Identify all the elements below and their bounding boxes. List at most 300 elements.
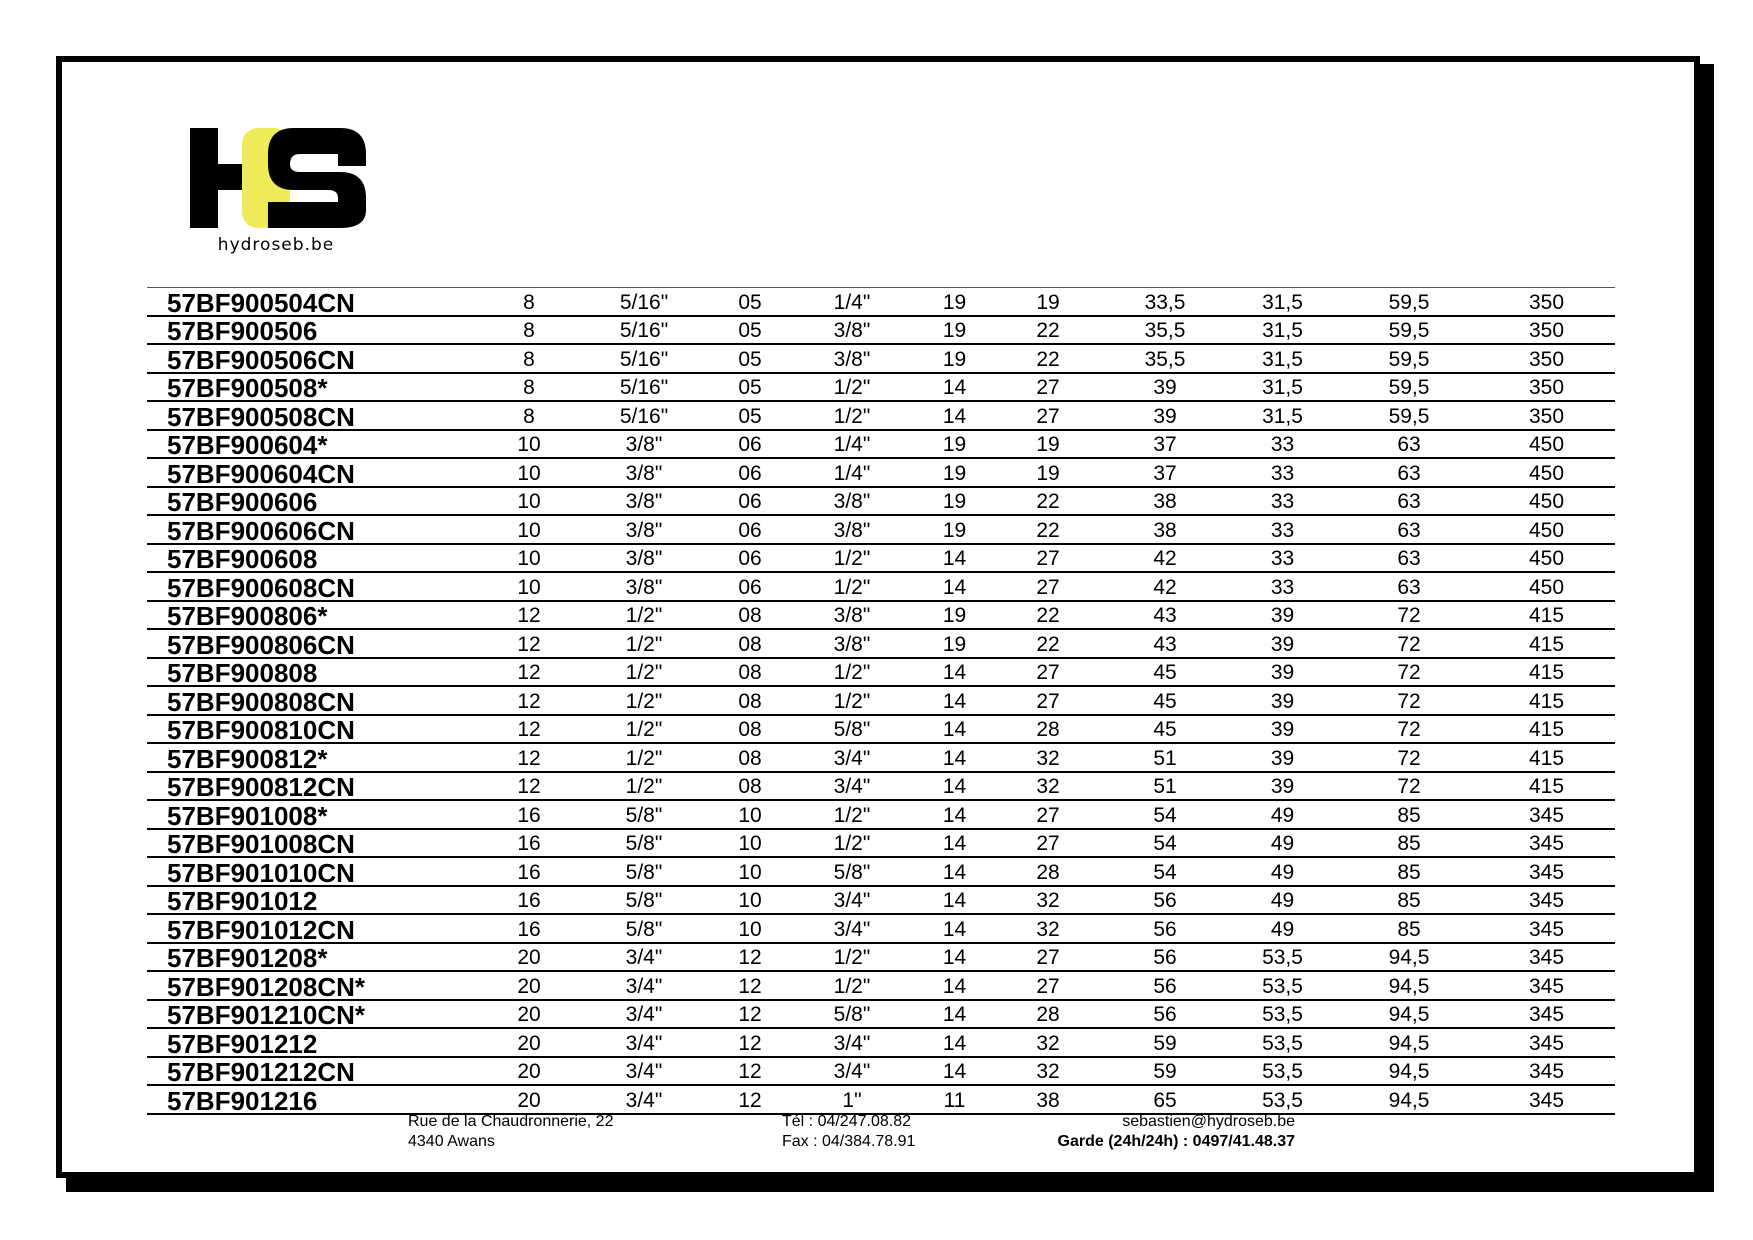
part-number-cell: 57BF901012CN [147, 914, 484, 943]
table-cell: 49 [1225, 829, 1340, 858]
table-cell: 450 [1478, 572, 1615, 601]
table-row [147, 943, 1615, 972]
table-cell: 20 [484, 1000, 574, 1029]
table-row [147, 515, 1615, 544]
part-number-cell: 57BF901208CN* [147, 971, 484, 1000]
table-cell: 85 [1340, 800, 1478, 829]
table-cell: 1/2" [786, 971, 918, 1000]
table-cell: 14 [918, 1000, 991, 1029]
table-cell: 56 [1105, 971, 1225, 1000]
table-cell: 32 [991, 1028, 1105, 1057]
table-cell: 450 [1478, 458, 1615, 487]
table-cell: 5/8" [574, 800, 714, 829]
table-cell: 415 [1478, 658, 1615, 687]
table-cell: 8 [484, 288, 574, 316]
table-cell: 65 [1105, 1085, 1225, 1114]
table-row [147, 800, 1615, 829]
table-cell: 415 [1478, 601, 1615, 630]
table-cell: 12 [714, 1085, 786, 1114]
part-number-cell: 57BF901212CN [147, 1057, 484, 1086]
table-cell: 12 [484, 772, 574, 801]
table-cell: 06 [714, 487, 786, 516]
table-cell: 3/8" [574, 515, 714, 544]
table-row [147, 601, 1615, 630]
table-cell: 12 [714, 1000, 786, 1029]
table-row [147, 629, 1615, 658]
table-cell: 31,5 [1225, 401, 1340, 430]
table-cell: 345 [1478, 800, 1615, 829]
table-cell: 5/8" [574, 829, 714, 858]
table-row [147, 487, 1615, 516]
table-cell: 54 [1105, 857, 1225, 886]
table-cell: 1/4" [786, 288, 918, 316]
table-row [147, 401, 1615, 430]
table-cell: 72 [1340, 658, 1478, 687]
part-number-cell: 57BF900608 [147, 544, 484, 573]
table-cell: 1/2" [574, 743, 714, 772]
table-row [147, 971, 1615, 1000]
table-cell: 39 [1225, 772, 1340, 801]
table-cell: 28 [991, 1000, 1105, 1029]
table-cell: 16 [484, 857, 574, 886]
table-cell: 1/2" [574, 629, 714, 658]
part-number-cell: 57BF900812* [147, 743, 484, 772]
table-cell: 345 [1478, 971, 1615, 1000]
table-cell: 12 [714, 1028, 786, 1057]
table-cell: 54 [1105, 829, 1225, 858]
table-cell: 27 [991, 829, 1105, 858]
fax-number: Fax : 04/384.78.91 [782, 1133, 916, 1150]
table-cell: 19 [918, 316, 991, 345]
table-row [147, 288, 1615, 316]
table-cell: 1/2" [786, 800, 918, 829]
table-cell: 12 [714, 971, 786, 1000]
table-cell: 05 [714, 401, 786, 430]
table-cell: 53,5 [1225, 971, 1340, 1000]
table-cell: 32 [991, 886, 1105, 915]
table-cell: 39 [1105, 373, 1225, 402]
table-cell: 38 [1105, 487, 1225, 516]
table-cell: 350 [1478, 316, 1615, 345]
table-cell: 3/4" [574, 1000, 714, 1029]
table-cell: 3/4" [786, 772, 918, 801]
table-cell: 3/4" [786, 914, 918, 943]
table-cell: 27 [991, 544, 1105, 573]
table-cell: 14 [918, 971, 991, 1000]
table-cell: 08 [714, 601, 786, 630]
table-cell: 19 [991, 430, 1105, 459]
table-cell: 345 [1478, 857, 1615, 886]
table-cell: 59,5 [1340, 373, 1478, 402]
table-cell: 1/4" [786, 430, 918, 459]
table-cell: 08 [714, 686, 786, 715]
table-cell: 1/2" [574, 658, 714, 687]
table-cell: 14 [918, 715, 991, 744]
table-cell: 5/16" [574, 288, 714, 316]
table-cell: 14 [918, 800, 991, 829]
table-cell: 1/2" [574, 686, 714, 715]
table-cell: 19 [991, 288, 1105, 316]
table-cell: 27 [991, 800, 1105, 829]
table-cell: 49 [1225, 914, 1340, 943]
table-cell: 94,5 [1340, 971, 1478, 1000]
table-cell: 28 [991, 857, 1105, 886]
table-row [147, 686, 1615, 715]
table-cell: 3/8" [786, 316, 918, 345]
table-cell: 415 [1478, 772, 1615, 801]
table-cell: 5/16" [574, 316, 714, 345]
table-cell: 345 [1478, 1000, 1615, 1029]
table-cell: 42 [1105, 572, 1225, 601]
table-cell: 3/4" [786, 886, 918, 915]
part-number-cell: 57BF900810CN [147, 715, 484, 744]
part-number-cell: 57BF900604CN [147, 458, 484, 487]
table-cell: 450 [1478, 430, 1615, 459]
table-cell: 12 [484, 743, 574, 772]
table-cell: 06 [714, 430, 786, 459]
table-cell: 43 [1105, 629, 1225, 658]
part-number-cell: 57BF901008CN [147, 829, 484, 858]
table-cell: 39 [1225, 686, 1340, 715]
table-cell: 3/8" [786, 629, 918, 658]
table-cell: 1/2" [786, 401, 918, 430]
table-row [147, 373, 1615, 402]
table-cell: 94,5 [1340, 1085, 1478, 1114]
table-cell: 85 [1340, 829, 1478, 858]
table-cell: 14 [918, 658, 991, 687]
table-cell: 51 [1105, 772, 1225, 801]
table-cell: 1" [786, 1085, 918, 1114]
table-cell: 415 [1478, 686, 1615, 715]
footer-address [408, 1112, 613, 1152]
table-cell: 5/8" [786, 1000, 918, 1029]
table-cell: 3/4" [574, 1057, 714, 1086]
table-cell: 94,5 [1340, 1028, 1478, 1057]
table-cell: 3/8" [574, 458, 714, 487]
table-cell: 10 [484, 515, 574, 544]
table-cell: 3/8" [574, 544, 714, 573]
table-cell: 3/4" [574, 943, 714, 972]
table-cell: 63 [1340, 458, 1478, 487]
table-cell: 51 [1105, 743, 1225, 772]
table-cell: 10 [714, 886, 786, 915]
table-cell: 94,5 [1340, 1000, 1478, 1029]
table-cell: 27 [991, 943, 1105, 972]
part-number-cell: 57BF900604* [147, 430, 484, 459]
table-cell: 3/4" [574, 971, 714, 1000]
table-cell: 3/8" [574, 430, 714, 459]
table-cell: 10 [484, 572, 574, 601]
table-cell: 1/2" [786, 544, 918, 573]
table-cell: 10 [484, 487, 574, 516]
table-cell: 10 [714, 800, 786, 829]
table-cell: 39 [1225, 743, 1340, 772]
table-cell: 5/16" [574, 401, 714, 430]
emergency-line: Garde (24h/24h) : 0497/41.48.37 [1057, 1133, 1295, 1150]
table-cell: 10 [484, 458, 574, 487]
table-cell: 3/4" [574, 1085, 714, 1114]
table-cell: 3/8" [574, 487, 714, 516]
table-cell: 06 [714, 515, 786, 544]
table-cell: 20 [484, 971, 574, 1000]
table-row [147, 1057, 1615, 1086]
table-cell: 59,5 [1340, 316, 1478, 345]
part-number-cell: 57BF901012 [147, 886, 484, 915]
table-cell: 12 [484, 629, 574, 658]
part-number-cell: 57BF900506CN [147, 344, 484, 373]
table-cell: 415 [1478, 715, 1615, 744]
table-cell: 12 [714, 943, 786, 972]
table-cell: 1/2" [574, 772, 714, 801]
table-cell: 33 [1225, 544, 1340, 573]
table-cell: 1/2" [786, 572, 918, 601]
table-cell: 08 [714, 772, 786, 801]
table-cell: 345 [1478, 943, 1615, 972]
table-cell: 350 [1478, 373, 1615, 402]
table-cell: 5/8" [574, 857, 714, 886]
footer-contact [1000, 1112, 1295, 1152]
table-cell: 33 [1225, 458, 1340, 487]
table-row [147, 458, 1615, 487]
table-cell: 345 [1478, 1057, 1615, 1086]
table-cell: 14 [918, 686, 991, 715]
table-cell: 350 [1478, 401, 1615, 430]
part-number-cell: 57BF901212 [147, 1028, 484, 1057]
table-cell: 19 [918, 458, 991, 487]
table-cell: 08 [714, 743, 786, 772]
table-cell: 32 [991, 772, 1105, 801]
table-cell: 14 [918, 886, 991, 915]
table-cell: 06 [714, 544, 786, 573]
table-cell: 22 [991, 515, 1105, 544]
table-row [147, 316, 1615, 345]
table-cell: 11 [918, 1085, 991, 1114]
part-number-cell: 57BF900806* [147, 601, 484, 630]
part-number-cell: 57BF901210CN* [147, 1000, 484, 1029]
table-cell: 3/8" [574, 572, 714, 601]
table-cell: 14 [918, 914, 991, 943]
table-cell: 08 [714, 629, 786, 658]
table-cell: 3/8" [786, 515, 918, 544]
table-cell: 5/16" [574, 373, 714, 402]
table-cell: 39 [1105, 401, 1225, 430]
table-cell: 345 [1478, 1028, 1615, 1057]
table-cell: 35,5 [1105, 316, 1225, 345]
table-cell: 16 [484, 800, 574, 829]
table-cell: 345 [1478, 829, 1615, 858]
table-cell: 56 [1105, 914, 1225, 943]
part-number-cell: 57BF900806CN [147, 629, 484, 658]
table-cell: 49 [1225, 800, 1340, 829]
table-row [147, 430, 1615, 459]
table-cell: 27 [991, 971, 1105, 1000]
table-cell: 8 [484, 373, 574, 402]
table-cell: 38 [1105, 515, 1225, 544]
table-cell: 05 [714, 344, 786, 373]
address-city: 4340 Awans [408, 1133, 495, 1150]
table-cell: 3/8" [786, 601, 918, 630]
table-cell: 345 [1478, 1085, 1615, 1114]
table-row [147, 544, 1615, 573]
table-cell: 19 [918, 288, 991, 316]
table-cell: 31,5 [1225, 373, 1340, 402]
table-cell: 14 [918, 743, 991, 772]
table-cell: 3/4" [786, 743, 918, 772]
table-cell: 43 [1105, 601, 1225, 630]
table-cell: 45 [1105, 715, 1225, 744]
table-cell: 3/8" [786, 344, 918, 373]
table-cell: 63 [1340, 544, 1478, 573]
table-cell: 415 [1478, 743, 1615, 772]
table-cell: 38 [991, 1085, 1105, 1114]
table-cell: 63 [1340, 487, 1478, 516]
table-cell: 85 [1340, 886, 1478, 915]
table-cell: 20 [484, 943, 574, 972]
part-number-cell: 57BF900508* [147, 373, 484, 402]
table-row [147, 829, 1615, 858]
table-cell: 1/2" [786, 658, 918, 687]
part-number-cell: 57BF900808CN [147, 686, 484, 715]
table-cell: 37 [1105, 458, 1225, 487]
table-cell: 8 [484, 344, 574, 373]
part-number-cell: 57BF900812CN [147, 772, 484, 801]
table-cell: 1/2" [574, 715, 714, 744]
part-number-cell: 57BF901208* [147, 943, 484, 972]
table-cell: 59 [1105, 1028, 1225, 1057]
table-cell: 19 [918, 344, 991, 373]
table-cell: 53,5 [1225, 1000, 1340, 1029]
table-cell: 3/4" [574, 1028, 714, 1057]
table-cell: 56 [1105, 943, 1225, 972]
table-cell: 20 [484, 1028, 574, 1057]
table-cell: 14 [918, 943, 991, 972]
table-cell: 16 [484, 829, 574, 858]
part-number-cell: 57BF900506 [147, 316, 484, 345]
table-cell: 59,5 [1340, 288, 1478, 316]
table-cell: 08 [714, 715, 786, 744]
table-cell: 72 [1340, 629, 1478, 658]
table-cell: 59,5 [1340, 344, 1478, 373]
table-cell: 45 [1105, 686, 1225, 715]
table-cell: 45 [1105, 658, 1225, 687]
table-cell: 06 [714, 458, 786, 487]
table-cell: 345 [1478, 886, 1615, 915]
table-cell: 350 [1478, 288, 1615, 316]
table-cell: 31,5 [1225, 316, 1340, 345]
table-cell: 5/8" [786, 715, 918, 744]
table-cell: 450 [1478, 515, 1615, 544]
table-cell: 49 [1225, 886, 1340, 915]
table-cell: 345 [1478, 914, 1615, 943]
table-cell: 33,5 [1105, 288, 1225, 316]
table-cell: 27 [991, 373, 1105, 402]
table-cell: 1/2" [786, 829, 918, 858]
table-row [147, 886, 1615, 915]
table-row [147, 1000, 1615, 1029]
table-cell: 32 [991, 743, 1105, 772]
table-cell: 19 [991, 458, 1105, 487]
table-cell: 19 [918, 601, 991, 630]
part-number-cell: 57BF900606CN [147, 515, 484, 544]
table-cell: 19 [918, 430, 991, 459]
table-cell: 72 [1340, 601, 1478, 630]
table-cell: 22 [991, 316, 1105, 345]
table-row [147, 344, 1615, 373]
table-cell: 32 [991, 914, 1105, 943]
table-cell: 53,5 [1225, 1028, 1340, 1057]
part-number-cell: 57BF901010CN [147, 857, 484, 886]
table-cell: 1/2" [574, 601, 714, 630]
logo-website-text: hydroseb.be [217, 235, 335, 255]
table-row [147, 1028, 1615, 1057]
table-cell: 5/8" [574, 886, 714, 915]
table-cell: 350 [1478, 344, 1615, 373]
table-cell: 56 [1105, 886, 1225, 915]
table-cell: 63 [1340, 572, 1478, 601]
table-cell: 10 [714, 829, 786, 858]
table-cell: 14 [918, 1028, 991, 1057]
table-cell: 3/4" [786, 1057, 918, 1086]
table-cell: 20 [484, 1085, 574, 1114]
table-cell: 22 [991, 601, 1105, 630]
table-cell: 12 [714, 1057, 786, 1086]
table-cell: 22 [991, 344, 1105, 373]
table-cell: 37 [1105, 430, 1225, 459]
table-cell: 14 [918, 857, 991, 886]
table-cell: 12 [484, 686, 574, 715]
product-table [147, 287, 1615, 1115]
table-cell: 10 [484, 430, 574, 459]
table-cell: 3/4" [786, 1028, 918, 1057]
table-cell: 53,5 [1225, 1085, 1340, 1114]
table-cell: 1/2" [786, 373, 918, 402]
part-number-cell: 57BF900504CN [147, 288, 484, 316]
table-cell: 1/2" [786, 686, 918, 715]
table-cell: 10 [714, 857, 786, 886]
table-cell: 10 [484, 544, 574, 573]
table-row [147, 857, 1615, 886]
table-cell: 8 [484, 316, 574, 345]
table-cell: 1/4" [786, 458, 918, 487]
table-cell: 5/8" [786, 857, 918, 886]
part-number-cell: 57BF900608CN [147, 572, 484, 601]
phone-number: Tél : 04/247.08.82 [782, 1113, 911, 1130]
table-cell: 72 [1340, 743, 1478, 772]
address-street: Rue de la Chaudronnerie, 22 [408, 1113, 614, 1130]
table-cell: 22 [991, 629, 1105, 658]
table-row [147, 1085, 1615, 1114]
table-cell: 31,5 [1225, 288, 1340, 316]
table-cell: 72 [1340, 686, 1478, 715]
table-cell: 33 [1225, 572, 1340, 601]
table-cell: 53,5 [1225, 1057, 1340, 1086]
table-cell: 39 [1225, 658, 1340, 687]
table-row [147, 914, 1615, 943]
table-cell: 14 [918, 373, 991, 402]
table-cell: 14 [918, 544, 991, 573]
table-cell: 59,5 [1340, 401, 1478, 430]
table-cell: 85 [1340, 857, 1478, 886]
table-cell: 3/8" [786, 487, 918, 516]
table-cell: 16 [484, 914, 574, 943]
table-cell: 39 [1225, 601, 1340, 630]
table-row [147, 715, 1615, 744]
table-row [147, 572, 1615, 601]
table-cell: 8 [484, 401, 574, 430]
table-cell: 33 [1225, 487, 1340, 516]
table-cell: 22 [991, 487, 1105, 516]
table-cell: 32 [991, 1057, 1105, 1086]
